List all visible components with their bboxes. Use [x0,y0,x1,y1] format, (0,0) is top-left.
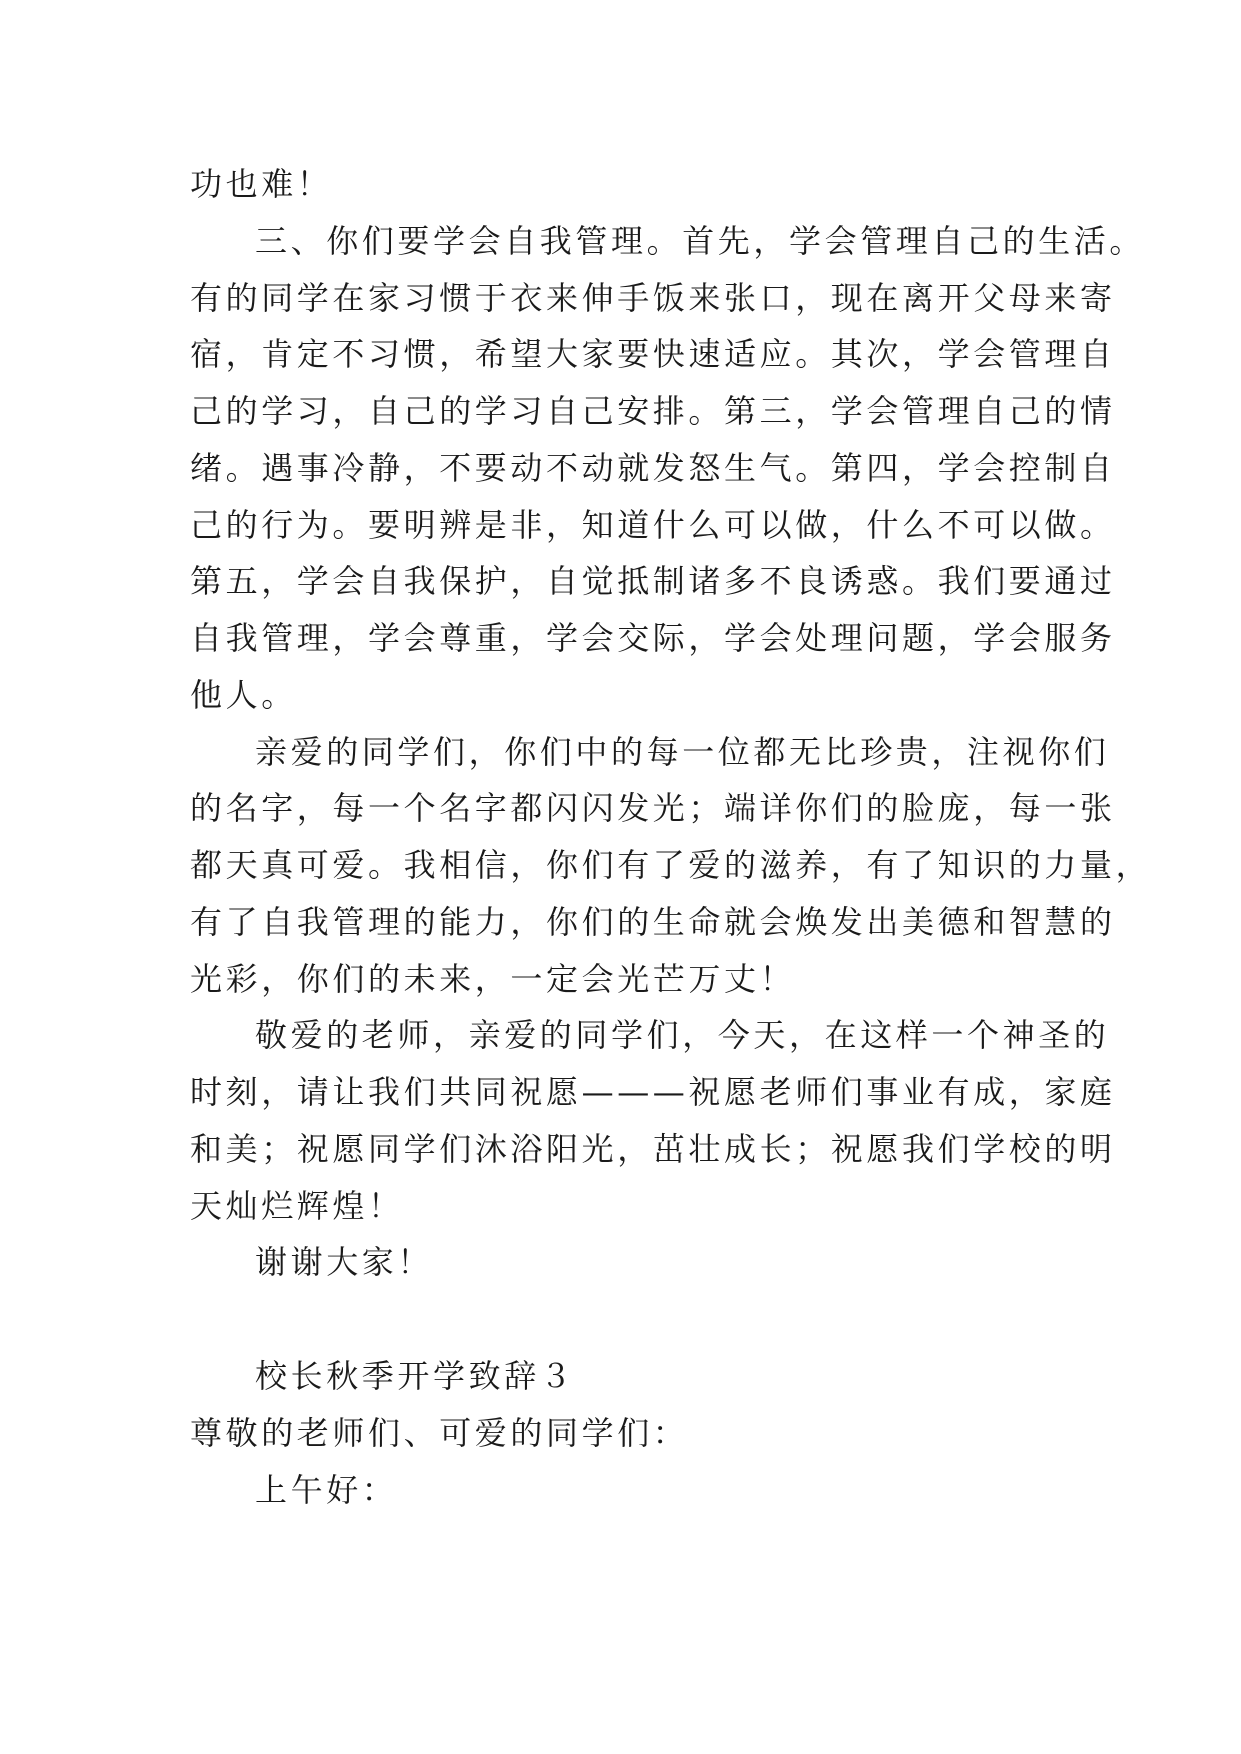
text-line: 己的行为。要明辨是非，知道什么可以做，什么不可以做。 [190,506,1116,544]
text-line: 的名字，每一个名字都闪闪发光；端详你们的脸庞，每一张 [190,789,1116,827]
text-line: 绪。遇事冷静，不要动不动就发怒生气。第四，学会控制自 [190,449,1116,487]
text-line: 己的学习，自己的学习自己安排。第三，学会管理自己的情 [190,392,1116,430]
text-line: 光彩，你们的未来，一定会光芒万丈！ [190,960,796,998]
section-title: 校长秋季开学致辞３ [255,1357,576,1395]
closing-line: 谢谢大家！ [255,1243,434,1281]
text-line: 他人。 [190,676,297,714]
text-line: 时刻，请让我们共同祝愿———祝愿老师们事业有成，家庭 [190,1073,1116,1111]
text-line: 功也难！ [190,165,333,203]
paragraph-line: 亲爱的同学们，你们中的每一位都无比珍贵，注视你们 [255,733,1110,771]
text-line: 有的同学在家习惯于衣来伸手饭来张口，现在离开父母来寄 [190,279,1116,317]
text-line: 第五，学会自我保护，自觉抵制诸多不良诱惑。我们要通过 [190,562,1116,600]
text-line: 自我管理，学会尊重，学会交际，学会处理问题，学会服务 [190,619,1116,657]
text-line: 和美；祝愿同学们沐浴阳光，茁壮成长；祝愿我们学校的明 [190,1130,1116,1168]
text-line: 有了自我管理的能力，你们的生命就会焕发出美德和智慧的 [190,903,1116,941]
paragraph-line: 敬爱的老师，亲爱的同学们，今天，在这样一个神圣的 [255,1016,1110,1054]
salutation: 尊敬的老师们、可爱的同学们： [190,1414,689,1452]
text-line: 都天真可爱。我相信，你们有了爱的滋养，有了知识的力量， [190,846,1152,884]
greeting: 上午好： [255,1471,398,1509]
text-line: 宿，肯定不习惯，希望大家要快速适应。其次，学会管理自 [190,335,1116,373]
text-line: 天灿烂辉煌！ [190,1187,404,1225]
paragraph-line: 三、你们要学会自我管理。首先，学会管理自己的生活。 [255,222,1146,260]
